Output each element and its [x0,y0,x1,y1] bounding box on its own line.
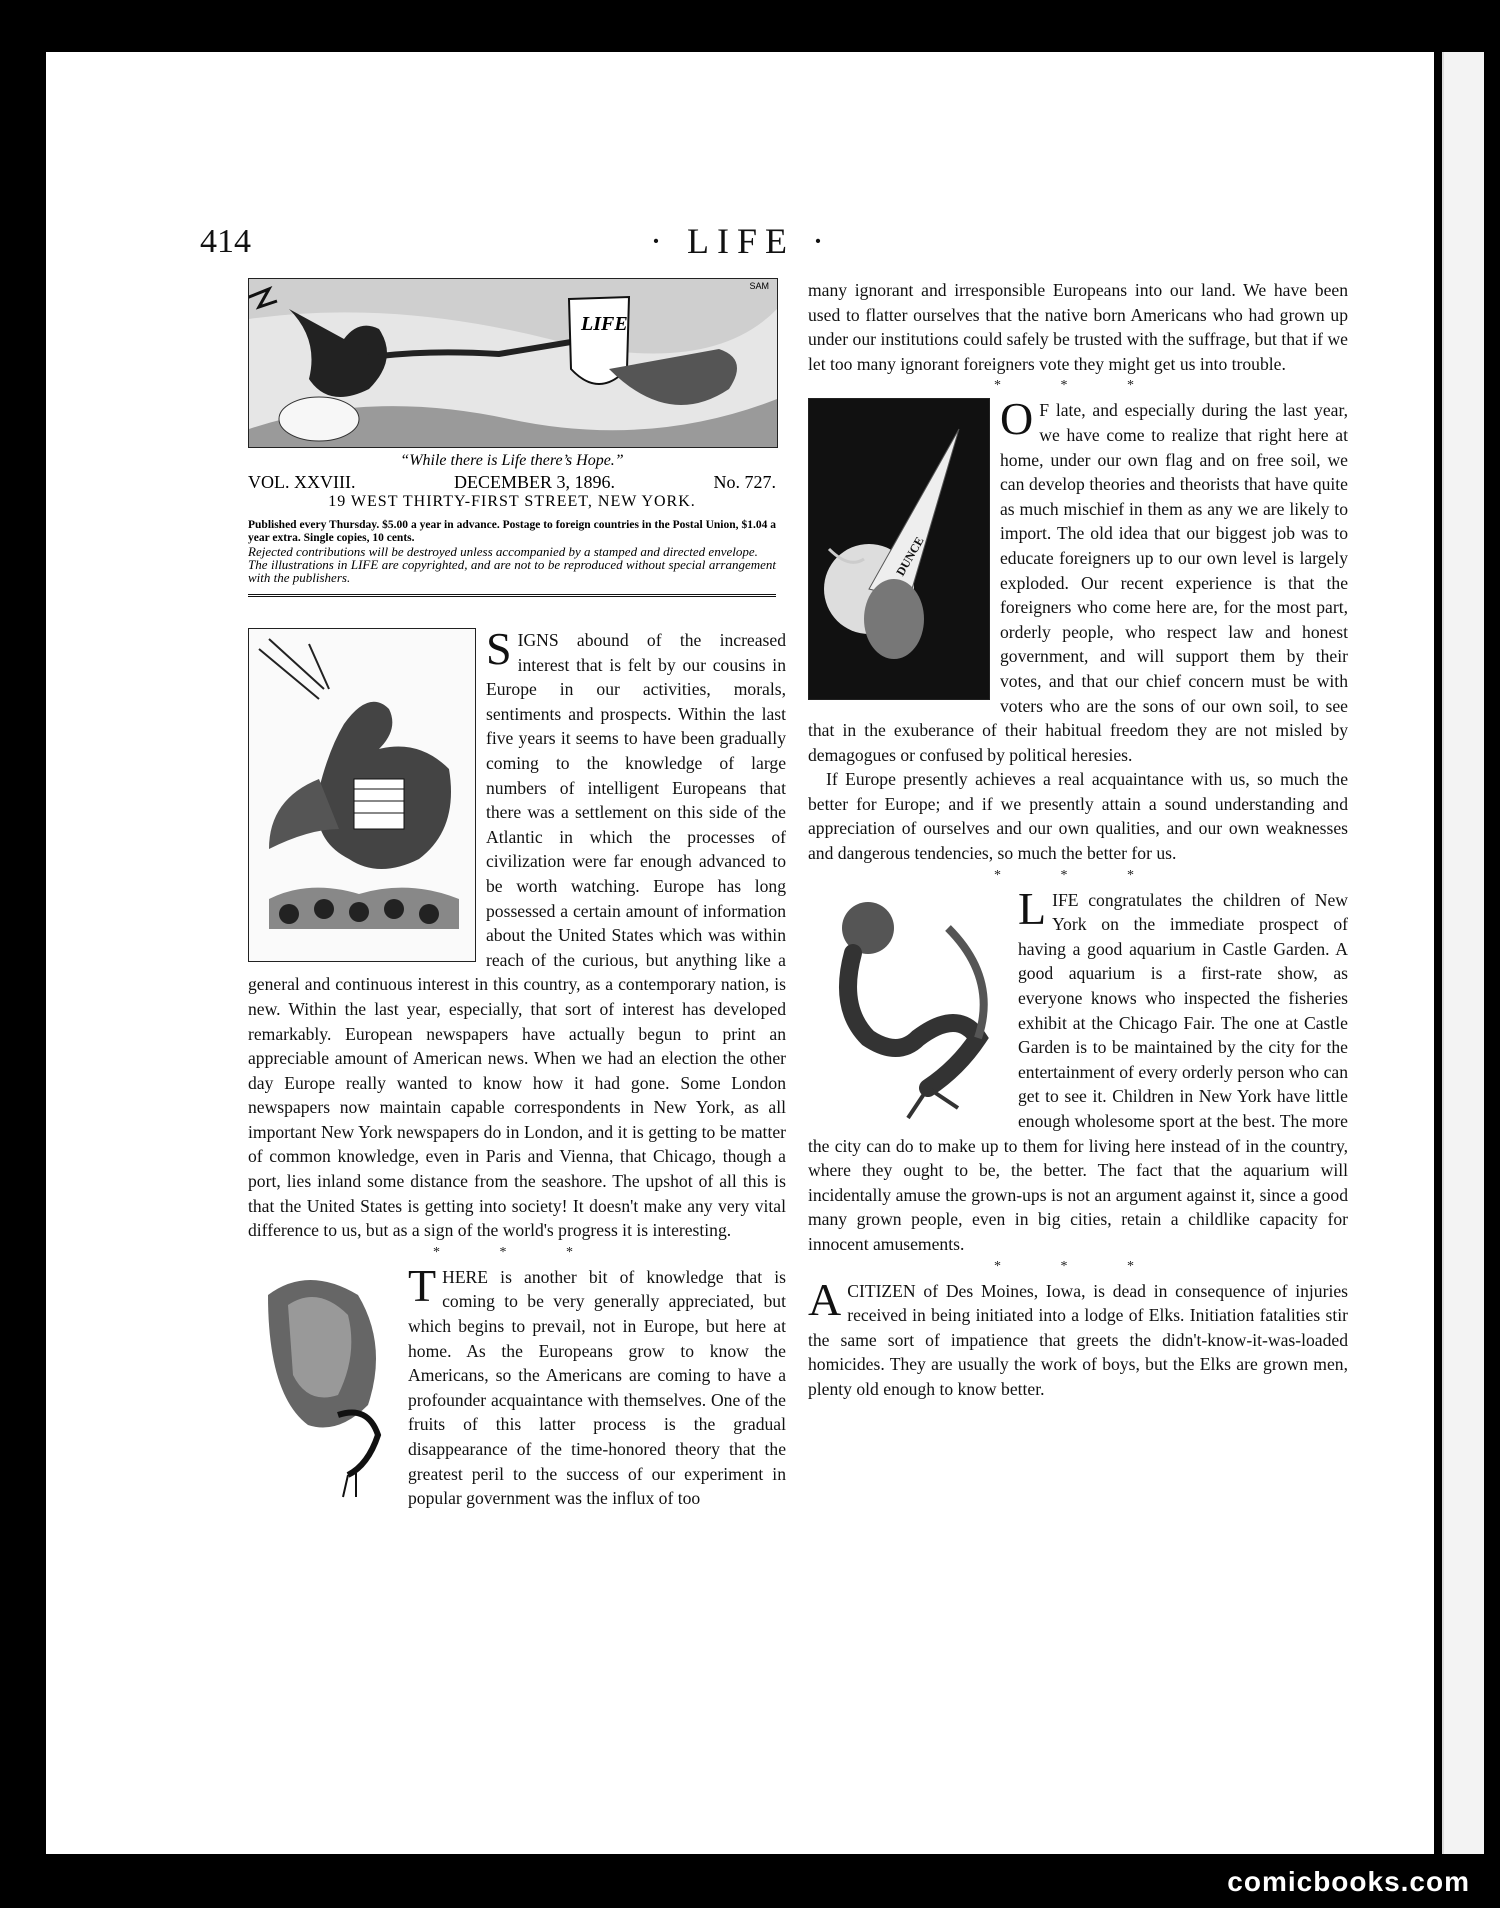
publisher-address: 19 WEST THIRTY-FIRST STREET, NEW YORK. [328,493,696,510]
issue-date: DECEMBER 3, 1896. [453,472,615,492]
drop-cap-t: T [408,1259,437,1311]
peacock-picture [248,1265,398,1501]
signs-text: IGNS abound of the increased interest that is felt by our cousins in Europe in our activities, morals, sentiments and prospects. Within the last five years it seems to have been gradually coming to the knowledge of large numbers of intelligent Europeans that there was a settlement on this side of the Atlantic in which the processes of civilization were far enough advanced to be worth watching. Europe has long possessed a certain amount of information about the United States which was within reach of the curious, but anything like a general and continuous interest in this country, as a contemporary nation, is new. Within the last year, especially, that sort of interest has developed remarkably. European newspapers have actually begun to print an appreciable amount of American news. When we had an election the other day Europe really wanted to know how it had gone. Some London newspapers now maintain capable correspondents in New York, as all important New York newspapers do in London, and it is getting to be matter of common knowledge, even in Paris and Vienna, that Chicago, though a port, lies inland some distance from the seashore. The upshot of all this is that the United States is getting into society! It doesn't make any very vital difference to us, but as a sign of the world's progress it is interesting. [248,630,786,1241]
motto: “While there is Life there’s Hope.” [400,452,624,469]
eagle-picture [249,629,475,961]
masthead-rule [248,594,776,597]
section-divider-4: * * * [994,1258,1162,1274]
of-late-text: F late, and especially during the last year, we have come to realize that right here at home, under our own flag and on free soil, we can develop theories and theorists that have quite as much mischief in them as any we are likely to import. The old idea that our biggest job was to educate foreigners up to our own level is largely exploded. Our recent experience is that the foreigners who come here are, for the most part, orderly people, who respect law and honest government, and will support them by their votes, and that our chief concern must be with voters who are the sons of our own soil, to see that in the exuberance of their habitual freedom they are not misled by demagogues or confused by political heresies. [808,400,1348,765]
peacock-illustration [248,1265,398,1501]
dunce-cap-picture [809,399,989,699]
shield-lettering: LIFE [581,313,628,335]
art-signature: SAM [749,281,769,291]
facing-page-edge [1442,52,1484,1854]
masthead-illustration [248,278,778,448]
copyright-note: The illustrations in LIFE are copyrighted, and are not to be reproduced without special arrangement with the publishers. [248,557,776,585]
subscription-terms: Published every Thursday. $5.00 a year in advance. Postage to foreign countries in the Postal Union, $1.04 a year extra. Single copies, 10 cents. [248,519,776,544]
section-divider-2: * * * [994,378,1162,394]
publication-info [248,519,776,584]
if-europe-paragraph: If Europe presently achieves a real acquaintance with us, so much the better for Europe; and if we presently attain a sound understanding and appreciation of ourselves and our own qualities, and our own weaknesses and dangerous tendencies, so much the better for us. [808,769,1348,864]
continued-paragraph: many ignorant and irresponsible Europeans into our land. We have been used to flatter ourselves that the native born Americans who had grown up under our institutions could safely be trusted with the suffrage, but that if we let too many ignorant foreigners vote they might get us into trouble. [808,280,1348,374]
mermaid-picture [808,888,1008,1124]
page-number: 414 [200,223,251,260]
drop-cap-l: L [1018,882,1047,934]
drop-cap-o: O [1000,393,1034,445]
drop-cap-a: A [808,1273,842,1325]
there-text: HERE is another bit of knowledge that is coming to be very generally appreciated, but which begins to prevail, not in Europe, but here at home. As the Europeans grow to know the Americans, so the Americans are coming to have a profounder acquaintance with themselves. One of the fruits of this latter process is the gradual disappearance of the time-honored theory that the greatest peril to the success of our experiment in popular government was the influx of too [408,1266,786,1509]
magazine-title: · LIFE · [650,221,832,261]
issue-number: No. 727. [713,472,776,492]
rejected-contributions-note: Rejected contributions will be destroyed unless accompanied by a stamped and directed envelope. [248,544,758,559]
dunce-cap-illustration [808,398,990,700]
dunce-cap-label: DUNCE [893,534,927,579]
citizen-paragraph [808,1273,1348,1402]
site-watermark: comicbooks.com [1227,1866,1470,1897]
citizen-text: CITIZEN of Des Moines, Iowa, is dead in consequence of injuries received in being initiated into a lodge of Elks. Initiation fatalities stir the same sort of impatience that greets the didn't-know-it-was-loaded homicides. They are usually the work of boys, but the Elks are grown men, plenty old enough to know better. [808,1280,1348,1399]
volume-line [248,472,776,493]
section-divider-1: * * * [433,1244,601,1260]
volume-number: VOL. XXVIII. [248,472,356,492]
devil-knight-illustration [249,279,777,447]
section-divider-3: * * * [994,867,1162,883]
life-text: IFE congratulates the children of New York on the immediate prospect of having a good aquarium in Castle Garden. A good aquarium is a first-rate show, as everyone knows who inspected the fisheries exhibit at the Chicago Fair. The one at Castle Garden is to be maintained by the city for the entertainment of every orderly person who can get to see it. Children in New York have little enough wholesome sport at the best. The more the city can do to make up to them for living here instead of in the country, where they ought to be, the better. The fact that the aquarium will incidentally amuse the grown-ups is not an argument against it, since a good many grown people, even in big cities, retain a childlike capacity for innocent amusements. [808,889,1348,1254]
mermaid-illustration [808,888,1008,1124]
right-column [808,278,1348,1402]
eagle-illustration [248,628,476,962]
left-column [248,623,786,1511]
masthead [248,278,776,597]
drop-cap-s: S [486,623,512,674]
